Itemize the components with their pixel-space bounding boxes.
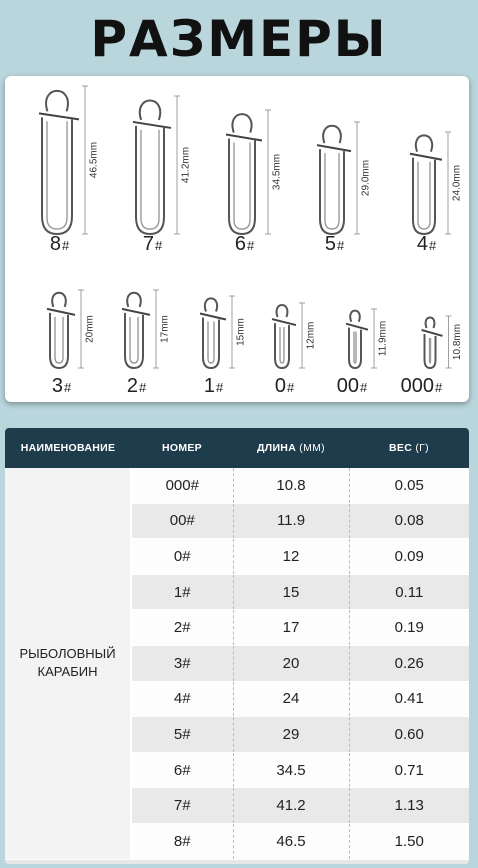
cell-weight: 0.19 [349,610,469,646]
size-number-label: 6 [234,233,246,255]
snap-bar [317,145,351,151]
dimension-label: 46.5mm [88,141,100,179]
snap-head [277,305,288,317]
dimension-label: 15mm [235,318,247,346]
snap-wire [229,139,255,234]
size-illustration-panel [5,76,469,402]
snap-head [52,293,66,307]
header-weight-unit: (Г) [415,442,429,454]
cell-length: 20 [233,645,349,681]
cell-length: 34.5 [233,752,349,788]
cell-length: 24 [233,681,349,717]
snap-size-3 [317,122,371,255]
size-hash-mark: # [247,238,255,253]
cell-length: 15 [233,574,349,610]
header-length-label: ДЛИНА [257,442,297,454]
snap-size-2 [226,110,282,255]
snap-head [350,311,360,322]
cell-number: 3# [131,645,233,681]
cell-weight: 0.71 [349,752,469,788]
snap-size-8 [272,303,316,397]
size-number-label: 4 [416,233,428,255]
cell-number: 6# [131,752,233,788]
snap-size-0 [39,86,99,255]
cell-weight: 1.13 [349,788,469,824]
snap-size-1 [133,96,191,255]
snap-bar [226,135,262,141]
cell-weight: 0.41 [349,681,469,717]
snap-size-7 [200,296,246,397]
cell-length: 29 [233,717,349,753]
snap-inner-wire [354,332,356,363]
size-number-label: 00 [336,375,359,397]
size-hash-mark: # [287,380,295,395]
snap-size-10 [401,316,463,397]
snap-head [426,317,435,327]
snap-size-5 [47,290,95,397]
size-hash-mark: # [155,238,163,253]
size-number-label: 5 [324,233,336,255]
cell-weight: 0.05 [349,468,469,503]
cell-length: 11.9 [233,503,349,539]
snap-inner-wire [325,153,339,229]
table-body [5,468,469,859]
dimension-label: 29.0mm [360,159,372,197]
size-number-label: 3 [51,375,63,397]
snap-size-6 [122,290,170,397]
snap-bar [39,113,79,119]
size-hash-mark: # [139,380,147,395]
size-hash-mark: # [337,238,345,253]
snap-inner-wire [130,317,138,363]
snap-head [127,293,141,307]
snap-wire [275,323,289,368]
snap-wire [320,149,344,234]
snap-head [416,135,432,151]
size-number-label: 7 [142,233,154,255]
snap-wire [349,328,361,368]
table-header-row [5,428,469,468]
size-hash-mark: # [216,380,224,395]
cell-number: 4# [131,681,233,717]
cell-number: 5# [131,717,233,753]
snap-size-9 [337,309,389,397]
snap-bar [133,122,171,128]
product-name-line1: РЫБОЛОВНЫЙ [19,646,116,662]
snap-size-4 [410,132,462,255]
header-name: НАИМЕНОВАНИЕ [5,428,131,468]
snap-inner-wire [430,338,431,363]
cell-weight: 0.11 [349,574,469,610]
snap-inner-wire [47,121,67,229]
snap-head [323,126,341,143]
size-table [5,428,469,864]
size-number-label: 000 [400,375,434,397]
snap-inner-wire [418,162,430,229]
size-number-label: 8 [49,233,61,255]
snap-illustrations [5,76,469,402]
cell-number: 0# [131,539,233,575]
cell-weight: 0.60 [349,717,469,753]
dimension-label: 10.8mm [451,323,463,361]
header-length-unit: (ММ) [299,442,325,454]
snap-bar [122,309,150,315]
snap-wire [125,313,143,368]
cell-number: 2# [131,610,233,646]
dimension-label: 41.2mm [180,146,192,184]
dimension-label: 17mm [159,315,171,343]
cell-number: 00# [131,503,233,539]
product-name-cell [5,468,131,859]
dimension-label: 20mm [84,315,96,343]
snap-wire [136,126,164,234]
cell-length: 41.2 [233,788,349,824]
cell-number: 8# [131,823,233,859]
size-number-label: 1 [203,375,215,397]
cell-weight: 0.08 [349,503,469,539]
cell-length: 17 [233,610,349,646]
cell-length: 46.5 [233,823,349,859]
size-hash-mark: # [429,238,437,253]
dimension-label: 11.9mm [377,320,389,357]
snap-wire [203,317,219,368]
header-number: НОМЕР [131,428,233,468]
snap-head [46,91,68,112]
cell-length: 10.8 [233,468,349,503]
dimension-label: 24.0mm [451,164,463,202]
cell-weight: 0.26 [349,645,469,681]
snap-wire [413,158,435,234]
snap-inner-wire [208,321,214,363]
snap-inner-wire [280,327,284,363]
cell-number: 000# [131,468,233,503]
header-weight [349,428,469,468]
size-hash-mark: # [64,380,72,395]
cell-weight: 1.50 [349,823,469,859]
dimension-label: 34.5mm [271,153,283,191]
product-name-line2: КАРАБИН [37,664,98,680]
snap-bar [47,309,75,315]
snap-head [205,298,217,311]
spec-table [5,428,469,860]
table-row [5,468,469,503]
snap-wire [50,313,68,368]
size-number-label: 0 [274,375,286,397]
snap-inner-wire [55,317,63,363]
cell-length: 12 [233,539,349,575]
snap-inner-wire [141,130,159,229]
cell-weight: 0.09 [349,539,469,575]
size-hash-mark: # [435,380,443,395]
snap-bar [410,154,442,160]
cell-number: 7# [131,788,233,824]
page-title: РАЗМЕРЫ [90,10,388,68]
dimension-label: 12mm [305,321,317,350]
size-number-label: 2 [126,375,138,397]
snap-inner-wire [234,143,250,229]
size-hash-mark: # [360,380,368,395]
snap-head [232,114,251,132]
snap-head [140,100,160,119]
header-weight-label: ВЕС [389,442,413,454]
size-hash-mark: # [62,238,70,253]
cell-number: 1# [131,574,233,610]
header-length [233,428,349,468]
